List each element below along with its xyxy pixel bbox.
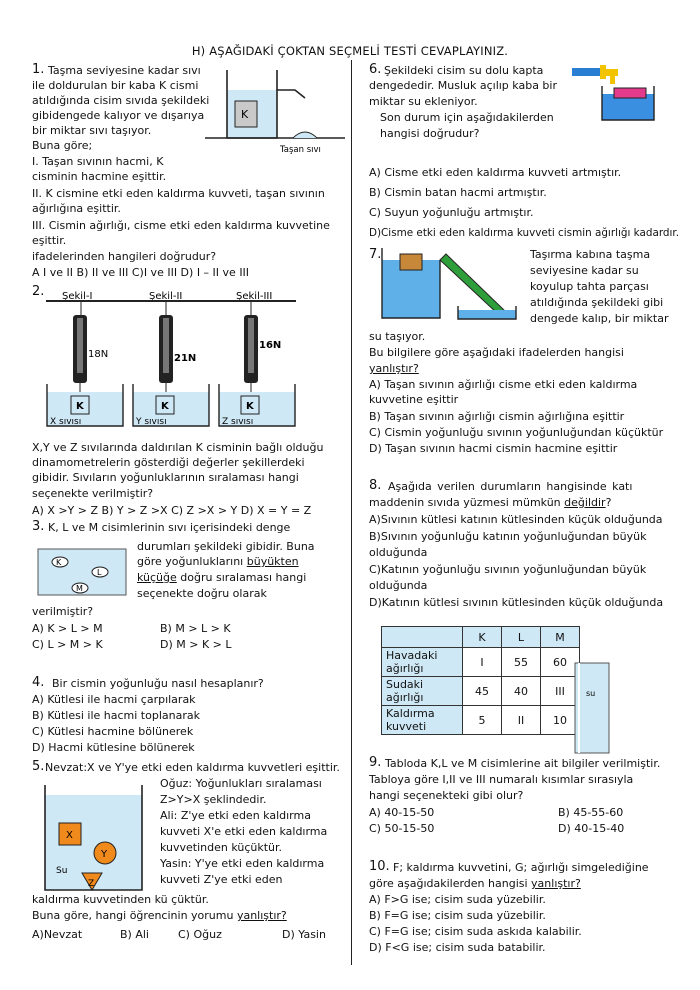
q7-overflow-figure xyxy=(380,248,520,323)
q8-choice-b-cont[interactable]: olduğunda xyxy=(369,546,428,559)
q5-beaker-figure xyxy=(42,785,147,893)
q2-value-3: 16N xyxy=(259,340,282,351)
q5-choice-d[interactable]: D) Yasin xyxy=(282,928,326,941)
q1-statement: I. Taşan sıvının hacmi, K xyxy=(32,155,164,168)
q5-text: kaldırma kuvvetinden kü çüktür. xyxy=(32,893,209,906)
q9-water-column-figure xyxy=(574,662,610,754)
q9-text: Tabloya göre I,II ve III numaralı kısımlar sırasıyla xyxy=(369,773,634,786)
q9-water-label: su xyxy=(586,689,596,698)
q3-text: seçenekte doğru olarak xyxy=(137,587,267,600)
q4-choice-b[interactable]: B) Kütlesi ile hacmi toplanarak xyxy=(32,709,200,722)
q5-text: Nevzat:X ve Y'ye etki eden kaldırma kuvvetleri eşittir. xyxy=(45,761,340,774)
q3-text: göre yoğunluklarını büyükten xyxy=(137,555,299,568)
q2-value-1: 18N xyxy=(88,349,109,360)
q5-text: kuvvetinden küçüktür. xyxy=(160,841,283,854)
q7-choice-a-cont[interactable]: kuvvetine eşittir xyxy=(369,393,459,406)
q5-x-label: X xyxy=(66,830,73,841)
q9-number: 9. xyxy=(369,755,382,770)
q3-m-label: M xyxy=(76,584,83,593)
column-divider xyxy=(351,60,352,965)
q1-text: Buna göre; xyxy=(32,139,93,152)
q1-number: 1. xyxy=(32,62,45,77)
table-cell: III xyxy=(541,677,580,706)
q3-k-label: K xyxy=(56,558,62,567)
q1-text: atıldığında cisim sıvıda şekildeki xyxy=(32,94,210,107)
q1-statement: II. K cismine etki eden kaldırma kuvveti, taşan sıvının xyxy=(32,187,325,200)
q1-spill-label: Taşan sıvı xyxy=(280,145,321,155)
q10-choice-a[interactable]: A) F>G ise; cisim suda yüzebilir. xyxy=(369,893,546,906)
q1-text: bir miktar sıvı taşıyor. xyxy=(32,124,152,137)
q5-y-label: Y xyxy=(101,849,108,860)
q5-choice-c[interactable]: C) Oğuz xyxy=(178,928,222,941)
q7-text: Taşırma kabına taşma xyxy=(530,248,651,261)
q1-statement: eşittir. xyxy=(32,234,67,247)
q2-liquid-z: Z sıvısı xyxy=(222,417,254,427)
q8-choice-c-cont[interactable]: olduğunda xyxy=(369,579,428,592)
q6-number: 6. xyxy=(369,62,382,77)
q4-number: 4. xyxy=(32,675,45,690)
q5-choice-a[interactable]: A)Nevzat xyxy=(32,928,83,941)
q1-choices[interactable]: A I ve II B) II ve III C)I ve III D) I – II ve III xyxy=(32,266,250,279)
table-row xyxy=(382,677,580,706)
q6-choice-b[interactable]: B) Cismin batan hacmi artmıştır. xyxy=(369,186,547,199)
page-title: H) AŞAĞIDAKİ ÇOKTAN SEÇMELİ TESTİ CEVAPLAYINIZ. xyxy=(191,44,509,58)
q2-fig1-label: Şekil-I xyxy=(62,291,93,302)
q2-liquid-y: Y sıvısı xyxy=(136,417,167,427)
q5-water-label: Su xyxy=(56,866,68,876)
q1-statement: cisminin hacmine eşittir. xyxy=(32,170,167,183)
q10-text: F; kaldırma kuvvetini, G; ağırlığı simgelediğine xyxy=(393,861,649,874)
q3-text: verilmiştir? xyxy=(32,605,94,618)
q4-choice-d[interactable]: D) Hacmi kütlesine bölünerek xyxy=(32,741,195,754)
q8-text: Aşağıda verilen durumların hangisinde katı xyxy=(388,480,633,493)
q5-text: Yasin: Y'ye etki eden kaldırma xyxy=(160,857,325,870)
q1-overflow-vessel-figure xyxy=(205,68,345,158)
table-cell: II xyxy=(502,706,541,735)
table-row-label: Kaldırma kuvveti xyxy=(382,706,463,735)
table-cell: 60 xyxy=(541,648,580,677)
dynamometer-2 xyxy=(159,301,196,397)
q10-choice-d[interactable]: D) F<G ise; cisim suda batabilir. xyxy=(369,941,546,954)
q2-fig2-label: Şekil-II xyxy=(149,291,183,302)
q7-text: dengede kalıp, bir miktar xyxy=(530,312,669,325)
q3-choice-a[interactable]: A) K > L > M xyxy=(32,622,103,635)
q6-text: miktar su ekleniyor. xyxy=(369,95,478,108)
q5-text: Ali: Z'ye etki eden kaldırma xyxy=(160,809,311,822)
q9-choice-c[interactable]: C) 50-15-50 xyxy=(369,822,435,835)
q1-text: gibidengede kalıyor ve dışarıya xyxy=(32,109,205,122)
q3-text: küçüğe doğru sıralaması hangi xyxy=(137,571,307,584)
q2-number: 2. xyxy=(32,284,45,299)
q4-text: Bir cismin yoğunluğu nasıl hesaplanır? xyxy=(52,677,264,690)
q8-text: maddenin sıvıda yüzmesi mümkün değildir? xyxy=(369,496,612,509)
q6-text: hangisi doğrudur? xyxy=(380,127,480,140)
q3-choice-b[interactable]: B) M > L > K xyxy=(160,622,231,635)
q6-choice-a[interactable]: A) Cisme etki eden kaldırma kuvveti artmıştır. xyxy=(369,166,622,179)
q2-text: seçenekte verilmiştir? xyxy=(32,487,154,500)
q7-text: koyulup tahta parçası xyxy=(530,280,649,293)
table-row-label: Havadaki ağırlığı xyxy=(382,648,463,677)
q3-l-label: L xyxy=(97,568,102,577)
q10-question: göre aşağıdakilerden hangisi yanlıştır? xyxy=(369,877,581,890)
q5-text: kuvveti X'e etki eden kaldırma xyxy=(160,825,328,838)
q1-text: Taşma seviyesine kadar sıvı xyxy=(48,64,201,77)
q3-choice-c[interactable]: C) L > M > K xyxy=(32,638,103,651)
table-row xyxy=(382,706,580,735)
q4-choice-a[interactable]: A) Kütlesi ile hacmi çarpılarak xyxy=(32,693,196,706)
q2-k-label: K xyxy=(76,401,84,412)
q9-data-table xyxy=(381,626,580,735)
q5-text: kuvveti Z'ye etki eden xyxy=(160,873,283,886)
q5-number: 5. xyxy=(32,759,45,774)
q9-choice-a[interactable]: A) 40-15-50 xyxy=(369,806,435,819)
q5-choice-b[interactable]: B) Ali xyxy=(120,928,149,941)
table-cell: 55 xyxy=(502,648,541,677)
table-cell: 10 xyxy=(541,706,580,735)
q10-choice-c[interactable]: C) F=G ise; cisim suda askıda kalabilir. xyxy=(369,925,582,938)
q9-text: hangi seçenekteki gibi olur? xyxy=(369,789,524,802)
q2-fig3-label: Şekil-III xyxy=(236,291,273,302)
q7-question: yanlıştır? xyxy=(369,362,419,375)
table-cell: 40 xyxy=(502,677,541,706)
table-header-cell: K xyxy=(463,627,502,648)
q3-text: K, L ve M cisimlerinin sıvı içerisindeki denge xyxy=(48,521,291,534)
q6-choice-d[interactable]: D)Cisme etki eden kaldırma kuvveti cismin ağırlığı kadardır. xyxy=(369,227,680,239)
table-header-row xyxy=(382,627,580,648)
table-header-cell xyxy=(382,627,463,648)
q7-text: atıldığında şekildeki gibi xyxy=(530,296,664,309)
q7-choice-a[interactable]: A) Taşan sıvının ağırlığı cisme etki eden kaldırma xyxy=(369,378,638,391)
table-header-cell: M xyxy=(541,627,580,648)
q2-choices[interactable]: A) X >Y > Z B) Y > Z >X C) Z >X > Y D) X = Y = Z xyxy=(32,504,312,517)
q6-text: Son durum için aşağıdakilerden xyxy=(380,111,554,124)
q7-choice-b[interactable]: B) Taşan sıvının ağırlığı cismin ağırlığına eşittir xyxy=(369,410,625,423)
q8-choice-b[interactable]: B)Sıvının yoğunluğu katının yoğunluğundan büyük xyxy=(369,530,647,543)
q5-question: Buna göre, hangi öğrencinin yorumu yanlıştır? xyxy=(32,909,287,922)
q10-choice-b[interactable]: B) F=G ise; cisim suda yüzebilir. xyxy=(369,909,546,922)
table-cell: I xyxy=(463,648,502,677)
q3-choice-d[interactable]: D) M > K > L xyxy=(160,638,232,651)
q7-text: seviyesine kadar su xyxy=(530,264,639,277)
table-row-label: Sudaki ağırlığı xyxy=(382,677,463,706)
q7-number: 7. xyxy=(369,247,382,262)
q8-choice-d[interactable]: D)Katının kütlesi sıvının kütlesinden küçük olduğunda xyxy=(369,596,664,609)
q2-text: gibidir. Sıvıların yoğunluklarının sıralaması hangi xyxy=(32,471,299,484)
q5-text: Z>Y>X şeklindedir. xyxy=(160,793,267,806)
q8-choice-a[interactable]: A)Sıvının kütlesi katının kütlesinden küçük olduğunda xyxy=(369,513,663,526)
table-cell: 5 xyxy=(463,706,502,735)
q4-choice-c[interactable]: C) Kütlesi hacmine bölünerek xyxy=(32,725,194,738)
q6-choice-c[interactable]: C) Suyun yoğunluğu artmıştır. xyxy=(369,206,534,219)
dynamometer-1 xyxy=(73,301,108,397)
q5-text: Oğuz: Yoğunlukları sıralaması xyxy=(160,777,322,790)
q6-text: dengededir. Musluk açılıp kaba bir xyxy=(369,79,557,92)
q5-z-label: Z xyxy=(88,879,95,889)
dynamometer-3 xyxy=(244,301,281,397)
q2-liquid-beakers xyxy=(45,384,295,429)
q8-choice-c[interactable]: C)Katının yoğunluğu sıvının yoğunluğundan büyük xyxy=(369,563,647,576)
table-cell: 45 xyxy=(463,677,502,706)
q1-text: ile doldurulan bir kaba K cismi xyxy=(32,79,199,92)
q7-choice-d[interactable]: D) Taşan sıvının hacmi cismin hacmine eşittir xyxy=(369,442,618,455)
q9-choice-d[interactable]: D) 40-15-40 xyxy=(558,822,625,835)
q2-liquid-x: X sıvısı xyxy=(50,417,82,427)
q3-number: 3. xyxy=(32,519,45,534)
table-header-cell: L xyxy=(502,627,541,648)
q7-text: su taşıyor. xyxy=(369,330,426,343)
q8-number: 8. xyxy=(369,478,382,493)
q6-faucet-figure xyxy=(572,64,662,122)
q3-objects-figure xyxy=(37,548,127,596)
q1-statement: III. Cismin ağırlığı, cisme etki eden kaldırma kuvvetine xyxy=(32,219,330,232)
q9-choice-b[interactable]: B) 45-55-60 xyxy=(558,806,624,819)
q7-choice-c[interactable]: C) Cismin yoğunluğu sıvının yoğunluğundan küçüktür xyxy=(369,426,664,439)
q2-k-label: K xyxy=(161,401,169,412)
q6-text: Şekildeki cisim su dolu kapta xyxy=(384,64,544,77)
q10-number: 10. xyxy=(369,859,390,874)
q9-text: Tabloda K,L ve M cisimlerine ait bilgiler verilmiştir. xyxy=(385,757,661,770)
table-row xyxy=(382,648,580,677)
q3-text: durumları şekildeki gibidir. Buna xyxy=(137,540,315,553)
q7-text: Bu bilgilere göre aşağıdaki ifadelerden hangisi xyxy=(369,346,624,359)
q2-text: X,Y ve Z sıvılarında daldırılan K cisminin bağlı olduğu xyxy=(32,441,324,454)
q2-value-2: 21N xyxy=(174,353,197,364)
q2-text: dinamometrelerin gösterdiği değerler şekillerdeki xyxy=(32,456,305,469)
q1-k-label: K xyxy=(241,108,249,121)
q1-statement: ağırlığına eşittir. xyxy=(32,202,121,215)
q2-k-label: K xyxy=(246,401,254,412)
q1-question: ifadelerinden hangileri doğrudur? xyxy=(32,250,217,263)
